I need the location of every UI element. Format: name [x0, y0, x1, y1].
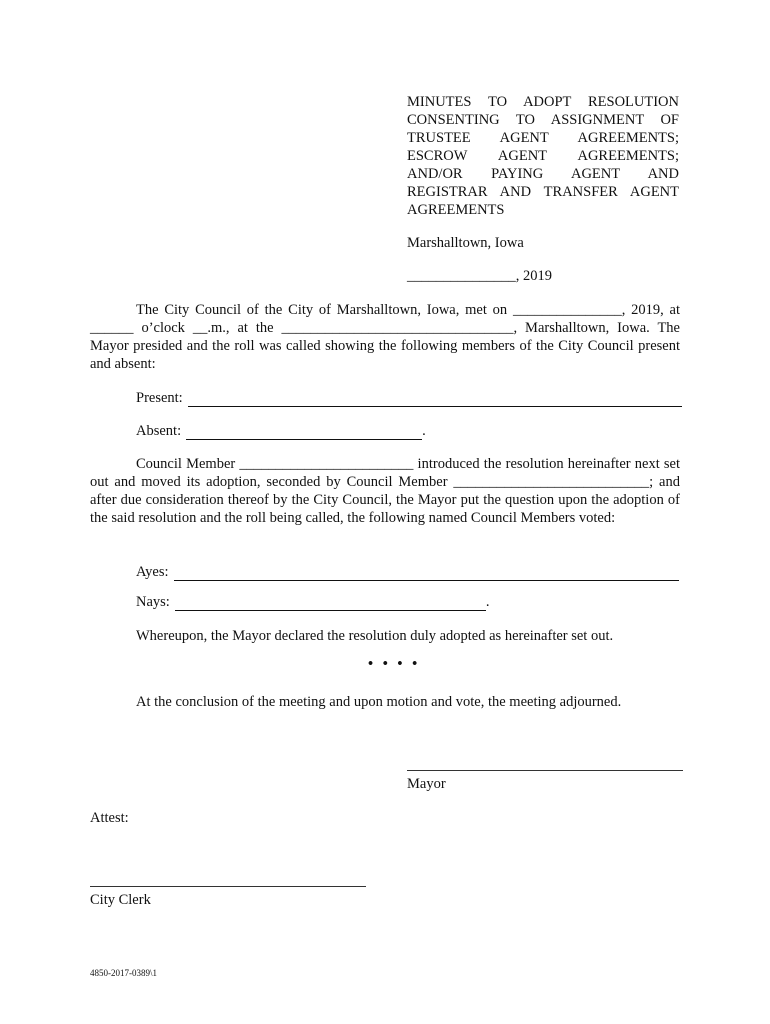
title-line-7: AGREEMENTS [407, 202, 505, 218]
present-blank [188, 393, 682, 407]
present-row [136, 389, 682, 407]
title-line-3: TRUSTEE AGENT AGREEMENTS; [407, 130, 679, 146]
title-line-4: ESCROW AGENT AGREEMENTS; [407, 148, 679, 164]
document-number: 4850-2017-0389\1 [90, 968, 157, 978]
title-line-1: MINUTES TO ADOPT RESOLUTION [407, 94, 679, 110]
nays-row [136, 593, 489, 611]
title-line-5: AND/OR PAYING AGENT AND [407, 166, 679, 182]
absent-label: Absent: [136, 423, 182, 439]
date-line: _______________, 2019 [407, 268, 552, 284]
absent-blank [186, 426, 422, 440]
ayes-blank [174, 567, 679, 581]
title-line-6: REGISTRAR AND TRANSFER AGENT [407, 184, 679, 200]
ayes-row [136, 563, 679, 581]
present-label: Present: [136, 390, 183, 406]
nays-blank [175, 597, 486, 611]
mayor-signature-line [407, 770, 683, 771]
conclusion-text: At the conclusion of the meeting and upon motion and vote, the meeting adjourned. [136, 694, 622, 710]
motion-paragraph: Council Member ________________________ introduced the resolution hereinafter next set out and moved its adoption, seconded by Council Member ___________________________; and after due consideration thereof by the City Council, the Mayor put the question upon the adoption of the said resolution and the roll being called, the following named Council Members voted: [90, 456, 680, 526]
ayes-label: Ayes: [136, 564, 169, 580]
attest-label: Attest: [90, 810, 129, 826]
title-line-2: CONSENTING TO ASSIGNMENT OF [407, 112, 679, 128]
nays-period: . [485, 594, 490, 610]
document-title [407, 93, 679, 219]
clerk-signature-line [90, 886, 366, 887]
opening-paragraph: The City Council of the City of Marshalltown, Iowa, met on _______________, 2019, at ______ o’clock __.m., at the ________________________________, Marshalltown, Iowa. The Mayor presided and the roll was called showing the following members of the City Council present and absent: [90, 302, 680, 372]
whereupon-text: Whereupon, the Mayor declared the resolution duly adopted as hereinafter set out. [136, 628, 614, 644]
absent-row [136, 422, 426, 440]
absent-period: . [422, 423, 426, 439]
clerk-label: City Clerk [90, 892, 151, 908]
section-separator: • • • • [368, 656, 421, 672]
nays-label: Nays: [136, 594, 170, 610]
location: Marshalltown, Iowa [407, 235, 524, 251]
mayor-label: Mayor [407, 776, 446, 792]
